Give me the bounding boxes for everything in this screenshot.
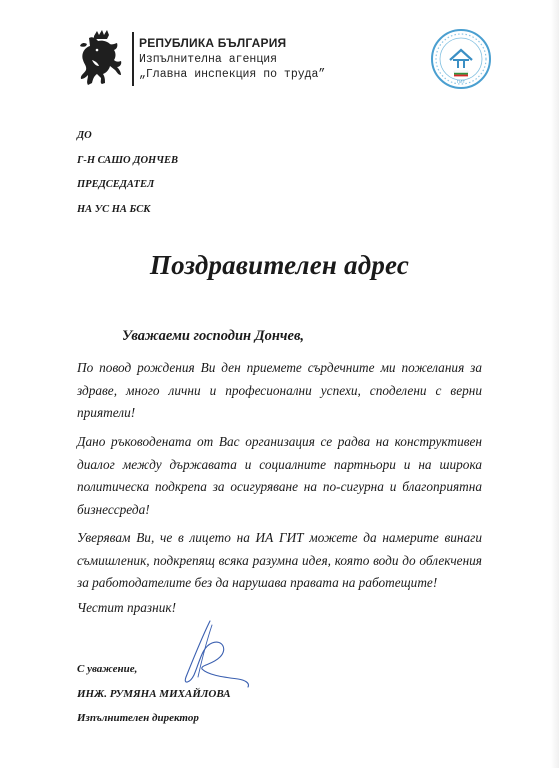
addressee-position: ПРЕДСЕДАТЕЛ	[77, 179, 155, 190]
agency-line-2: „Главна инспекция по труда”	[139, 68, 326, 81]
page-edge-shadow	[551, 0, 559, 768]
addressee-block	[77, 124, 178, 222]
paragraph-2: Дано ръководената от Вас организация се радва на конструктивен диалог между държавата и социалните партньори и на широка политическа подкрепа за осигуряване на по-сигурна и благоприятна бизнессреда!	[77, 434, 482, 517]
letterhead-text	[139, 36, 325, 83]
salutation: Уважаеми господин Дончев,	[122, 328, 305, 344]
closing-block	[77, 657, 231, 731]
paragraph-3: Уверявам Ви, че в лицето на ИА ГИТ можете да намерите винаги съмишленик, подкрепящ всяка разумна идея, която води до облекчения за работодателите без да нарушава правата на работещите!	[77, 530, 482, 590]
coat-of-arms-icon	[78, 30, 126, 88]
letter-title: Поздравителен адрес	[149, 250, 410, 280]
agency-line-1: Изпълнителна агенция	[139, 52, 278, 66]
paragraph-1: По повод рождения Ви ден приемете сърдечните ми пожелания за здраве, много лични и професионални успехи, споделени с верни приятели!	[77, 360, 482, 420]
letterhead-divider	[132, 32, 134, 86]
agency-seal-icon	[430, 28, 492, 90]
closing-regards: С уважение,	[77, 663, 138, 675]
seal-letters: ГИТ	[456, 79, 466, 84]
country-name: РЕПУБЛИКА БЪЛГАРИЯ	[139, 36, 287, 50]
addressee-org: НА УС НА БСК	[77, 203, 151, 215]
signer-name: ИНЖ. РУМЯНА МИХАЙЛОВА	[77, 687, 231, 700]
addressee-to: ДО	[77, 130, 92, 141]
paragraph-4: Честит празник!	[77, 600, 176, 615]
addressee-name: Г-Н САШО ДОНЧЕВ	[77, 154, 179, 166]
signer-title: Изпълнителен директор	[77, 712, 199, 724]
